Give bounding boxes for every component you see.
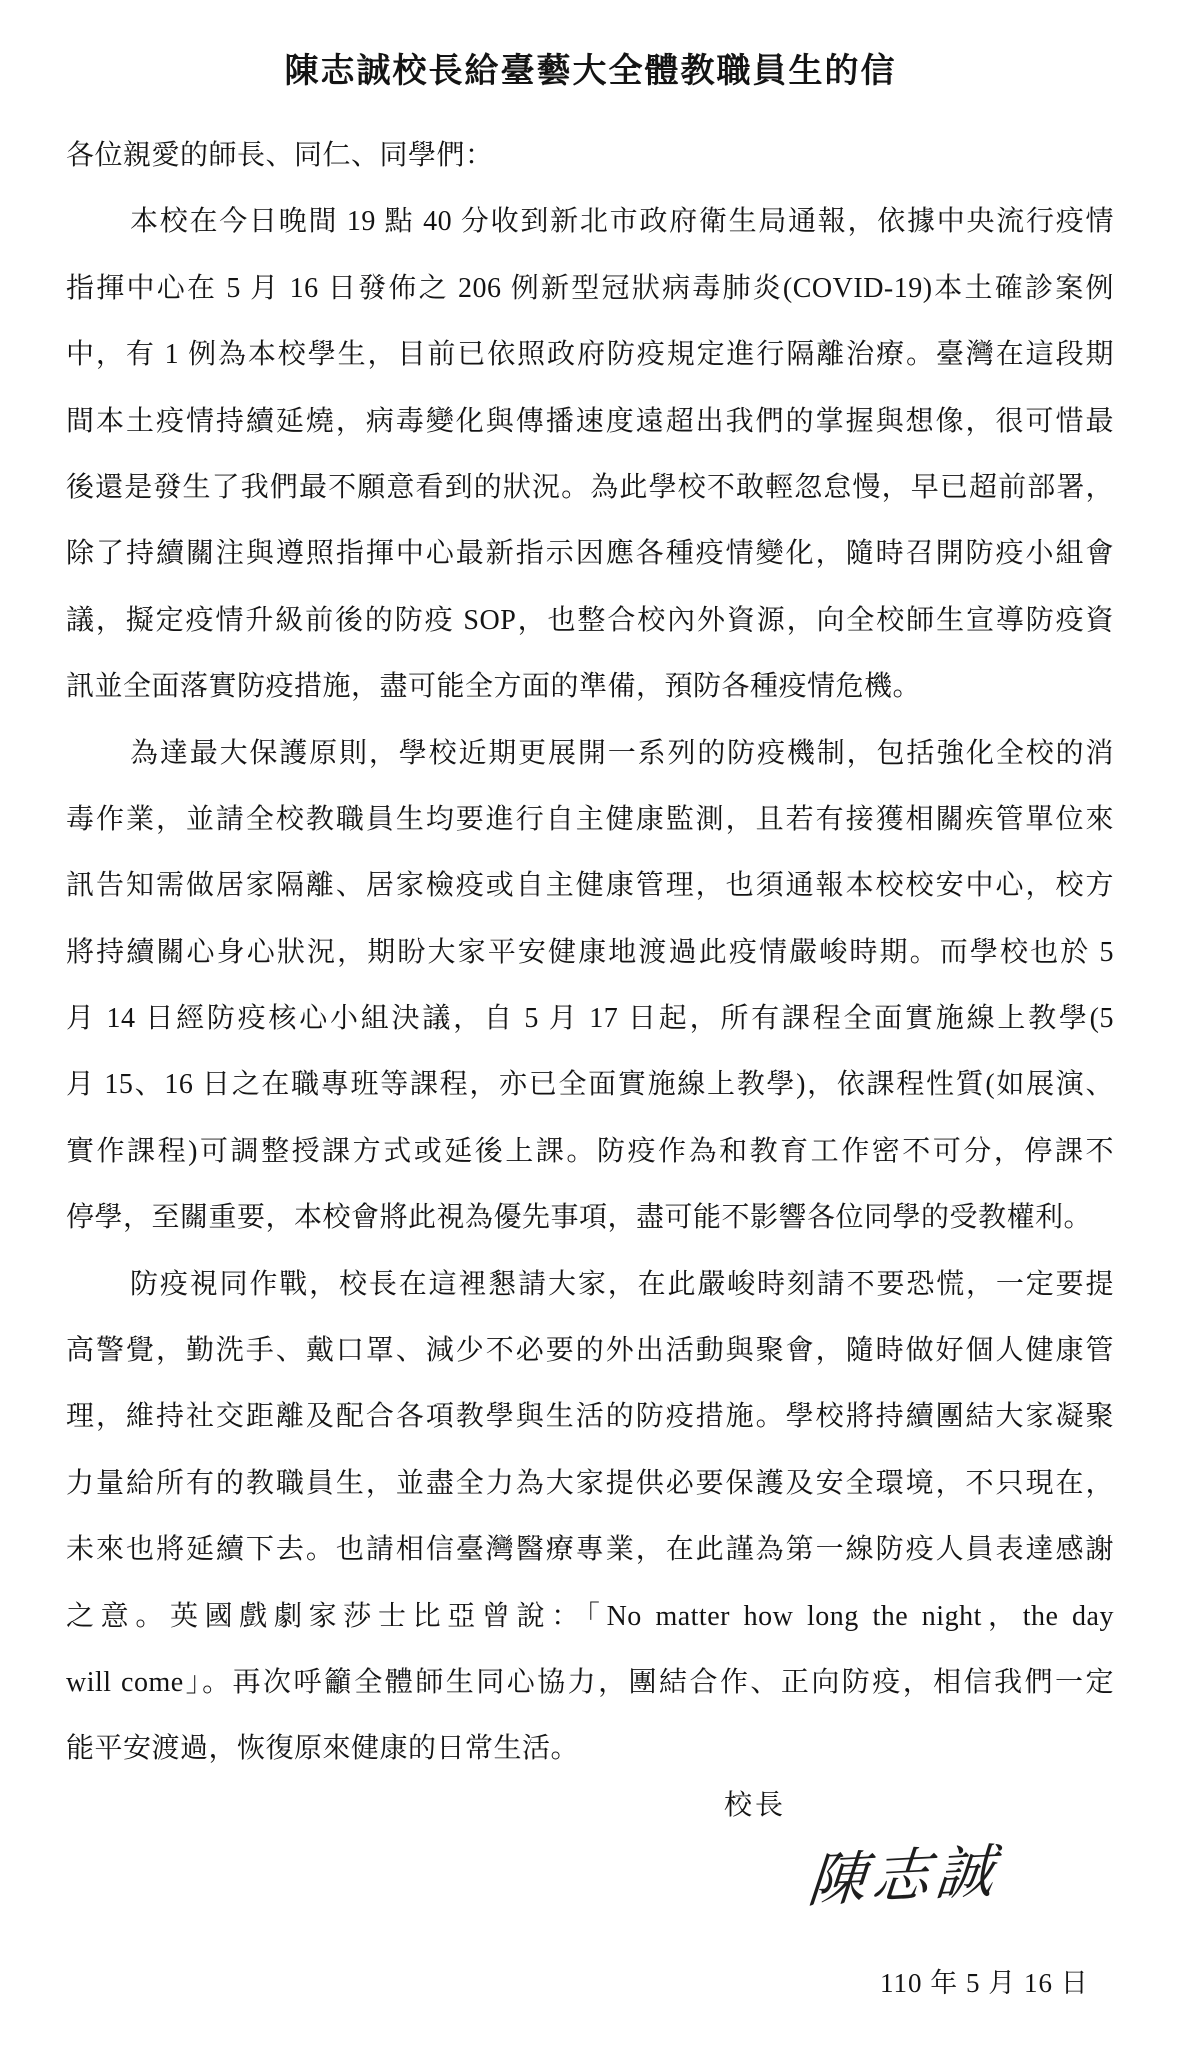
body-line: 之意。英國戲劇家莎士比亞曾說：「No matter how long the night，the day <box>66 1600 1114 1632</box>
body-line: 訊並全面落實防疫措施，盡可能全方面的準備，預防各種疫情危機。 <box>66 671 922 703</box>
body-line: 中，有 1 例為本校學生，目前已依照政府防疫規定進行隔離治療。臺灣在這段期 <box>66 339 1114 371</box>
body-line: 指揮中心在 5 月 16 日發佈之 206 例新型冠狀病毒肺炎(COVID-19)本土確診案例 <box>66 272 1114 304</box>
letter-title: 陳志誠校長給臺藝大全體教職員生的信 <box>284 53 897 90</box>
body-line: 未來也將延續下去。也請相信臺灣醫療專業，在此謹為第一線防疫人員表達感謝 <box>66 1534 1114 1566</box>
body-line: 本校在今日晚間 19 點 40 分收到新北市政府衛生局通報，依據中央流行疫情 <box>130 206 1114 238</box>
body-line: 月 15、16 日之在職專班等課程，亦已全面實施線上教學)，依課程性質(如展演、 <box>66 1069 1114 1101</box>
body-line: will come」。再次呼籲全體師生同心協力，團結合作、正向防疫，相信我們一定 <box>66 1666 1114 1698</box>
body-line: 力量給所有的教職員生，並盡全力為大家提供必要保護及安全環境，不只現在， <box>66 1467 1114 1499</box>
body-line: 為達最大保護原則，學校近期更展開一系列的防疫機制，包括強化全校的消 <box>130 737 1114 769</box>
body-line: 毒作業，並請全校教職員生均要進行自主健康監測，且若有接獲相關疾管單位來 <box>66 803 1114 835</box>
body-line: 後還是發生了我們最不願意看到的狀況。為此學校不敢輕忽怠慢，早已超前部署， <box>66 471 1114 503</box>
principal-signature: 陳志誠 <box>805 1838 1003 1915</box>
body-line: 停學，至關重要，本校會將此視為優先事項，盡可能不影響各位同學的受教權利。 <box>66 1202 1093 1234</box>
body-line: 實作課程)可調整授課方式或延後上課。防疫作為和教育工作密不可分，停課不 <box>66 1135 1114 1167</box>
body-line: 將持續關心身心狀況，期盼大家平安健康地渡過此疫情嚴峻時期。而學校也於 5 <box>66 936 1114 968</box>
body-line: 防疫視同作戰，校長在這裡懇請大家，在此嚴峻時刻請不要恐慌，一定要提 <box>130 1268 1114 1300</box>
body-line: 除了持續關注與遵照指揮中心最新指示因應各種疫情變化，隨時召開防疫小組會 <box>66 538 1114 570</box>
body-line: 高警覺，勤洗手、戴口罩、減少不必要的外出活動與聚會，隨時做好個人健康管 <box>66 1335 1114 1367</box>
body-line: 訊告知需做居家隔離、居家檢疫或自主健康管理，也須通報本校校安中心，校方 <box>66 870 1114 902</box>
letter-date: 110 年 5 月 16 日 <box>880 1968 1089 1998</box>
body-line: 月 14 日經防疫核心小組決議，自 5 月 17 日起，所有課程全面實施線上教學(5 <box>66 1003 1114 1035</box>
salutation: 各位親愛的師長、同仁、同學們： <box>66 140 494 171</box>
closing-role-label: 校長 <box>724 1790 787 1821</box>
body-line: 理，維持社交距離及配合各項教學與生活的防疫措施。學校將持續團結大家凝聚 <box>66 1401 1114 1433</box>
body-line: 議，擬定疫情升級前後的防疫 SOP，也整合校內外資源，向全校師生宣導防疫資 <box>66 604 1114 636</box>
body-line: 能平安渡過，恢復原來健康的日常生活。 <box>66 1733 580 1765</box>
letter-body <box>66 123 1114 1783</box>
body-line: 間本土疫情持續延燒，病毒變化與傳播速度遠超出我們的掌握與想像，很可惜最 <box>66 405 1114 437</box>
